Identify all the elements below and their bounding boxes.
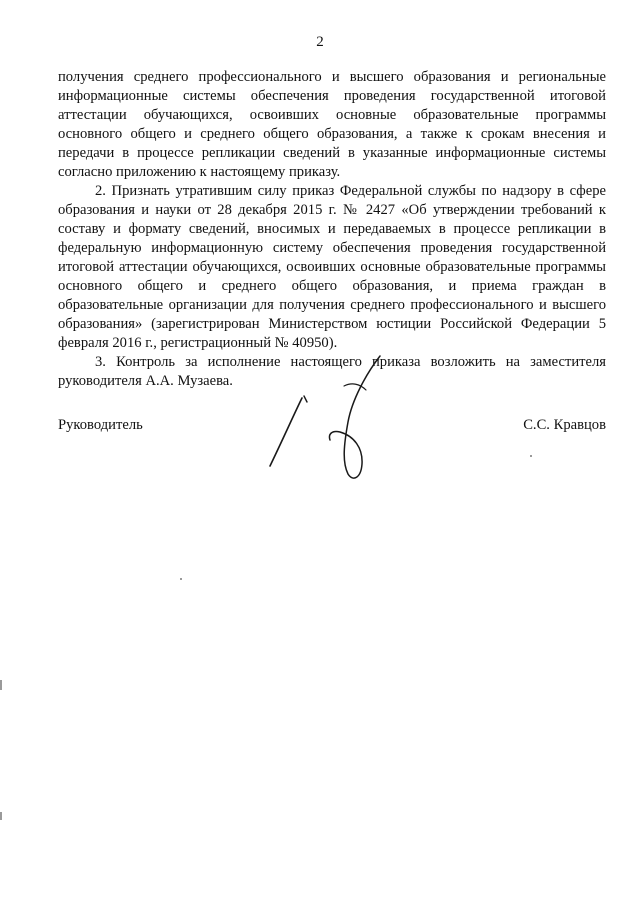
document-body	[58, 68, 606, 391]
paragraph-item-2: 2. Признать утратившим силу приказ Федеральной службы по надзору в сфере образования и науки от 28 декабря 2015 г. № 2427 «Об утверждении требований к составу и формату сведений, вносимых и передаваемых в процессе репликации в федеральную информационную систему обеспечения проведения государственной итоговой аттестации обучающихся, освоивших основные образовательные программы основного общего и среднего общего образования, и приема граждан в образовательные организации для получения среднего профессионального и высшего образования» (зарегистрирован Министерством юстиции Российской Федерации 5 февраля 2016 г., регистрационный № 40950).	[58, 183, 606, 351]
signer-name: С.С. Кравцов	[523, 417, 606, 433]
signature-block	[58, 416, 606, 436]
paragraph-item-3: 3. Контроль за исполнение настоящего приказа возложить на заместителя руководителя А.А. Музаева.	[58, 354, 606, 389]
paragraph-continuation: получения среднего профессионального и высшего образования и региональные информационные системы обеспечения проведения государственной итоговой аттестации обучающихся, освоивших основные образовательные программы основного общего и среднего общего образования, а также к срокам внесения и передачи в процессе репликации сведений в указанные информационные системы согласно приложению к настоящему приказу.	[58, 69, 606, 180]
signer-title: Руководитель	[58, 417, 143, 433]
scan-speck	[0, 812, 2, 820]
scan-speck	[180, 578, 182, 580]
page-number: 2	[316, 34, 324, 50]
scan-speck	[530, 455, 532, 457]
scan-speck	[0, 680, 2, 690]
